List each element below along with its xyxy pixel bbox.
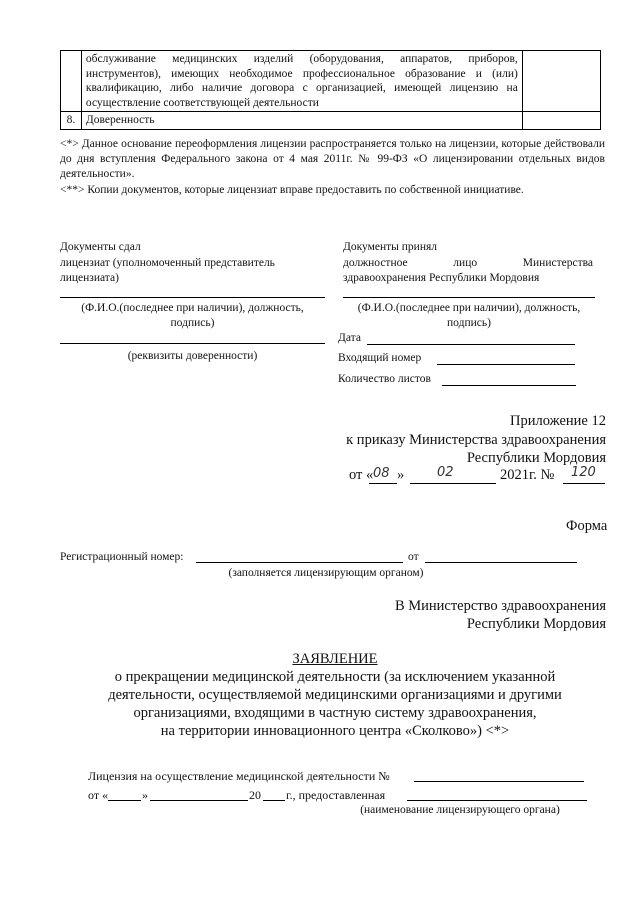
registration-caption: (заполняется лицензирующим органом) <box>228 567 424 579</box>
addressee-line-2: Республики Мордовия <box>466 616 606 632</box>
statement-line-4: на территории инновационного центра «Сколково») <*> <box>160 723 510 739</box>
table-row <box>61 51 601 112</box>
proxy-details-caption: (реквизиты доверенности) <box>127 350 258 362</box>
sheets-count-label: Количество листов <box>338 373 431 385</box>
license-quote-close: » <box>142 788 148 802</box>
license-label: Лицензия на осуществление медицинской деятельности № <box>88 769 390 783</box>
table-row <box>61 112 601 130</box>
statement-line-1: о прекращении медицинской деятельности (за исключением указанной <box>114 669 556 685</box>
table-cell-number: 8. <box>61 112 82 130</box>
statement-title: ЗАЯВЛЕНИЕ <box>292 651 378 667</box>
license-year-suffix: г., предоставленная <box>286 788 386 802</box>
handover-left-title: Документы сдал <box>60 241 141 253</box>
license-authority-line <box>407 800 587 801</box>
date-line <box>367 344 575 345</box>
registration-date-line <box>425 562 577 563</box>
license-number-line <box>414 781 584 782</box>
appendix-number: Приложение 12 <box>510 413 606 429</box>
footnote-1: <*> Данное основание переоформления лицензии распространяется только на лицензии, которые действовали до дня вступления Федерального закона от 4 мая 2011г. № 99-ФЗ «О лицензировании отдельных видов деятельности». <box>60 138 605 180</box>
incoming-number-line <box>437 364 575 365</box>
appendix-number-value: 120 <box>571 465 596 480</box>
table-cell-text: обслуживание медицинских изделий (оборудования, аппаратов, приборов, инструментов), имеющих необходимое профессиональное образование и (или) квалификацию, либо наличие договора с организацией, имеющей лицензию на осуществление соответствующей деятельности <box>81 51 522 112</box>
addressee-line-1: В Министерство здравоохранения <box>394 598 606 614</box>
registration-from-label: от <box>408 551 419 563</box>
handover-right-title: Документы принял <box>343 241 438 253</box>
right-signature-caption: (Ф.И.О.(последнее при наличии), должность, подпись) <box>357 302 581 329</box>
license-year-prefix: 20 <box>249 788 261 802</box>
left-signature-line <box>60 297 325 298</box>
appendix-order: к приказу Министерства здравоохранения <box>346 432 606 448</box>
handover-right-subtitle: должностное лицо Министерства здравоохранения Республики Мордовия <box>343 257 593 284</box>
license-year-line <box>263 800 285 801</box>
appendix-from-prefix: от « <box>349 467 374 483</box>
appendix-day: 08 <box>373 466 390 481</box>
appendix-number-line <box>563 483 605 484</box>
statement-line-2: деятельности, осуществляемой медицинскими организациями и другими <box>108 687 562 703</box>
licensing-documents-table <box>60 50 601 130</box>
footnote-2: <**> Копии документов, которые лицензиат вправе предоставить по собственной инициативе. <box>60 184 524 196</box>
license-authority-caption: (наименование лицензирующего органа) <box>360 804 560 816</box>
license-from-prefix: от « <box>88 788 109 802</box>
appendix-month: 02 <box>437 465 454 480</box>
handover-left-subtitle: лицензиат (уполномоченный представитель лицензиата) <box>60 257 275 284</box>
incoming-number-label: Входящий номер <box>338 352 422 364</box>
appendix-republic: Республики Мордовия <box>466 450 606 466</box>
table-cell-text: Доверенность <box>81 112 522 130</box>
proxy-details-line <box>60 343 325 344</box>
left-signature-caption: (Ф.И.О.(последнее при наличии), должность, подпись) <box>81 302 304 329</box>
registration-label: Регистрационный номер: <box>60 551 184 563</box>
appendix-month-line <box>410 483 496 484</box>
license-day-line <box>108 800 141 801</box>
table-cell-number <box>61 51 82 112</box>
sheets-count-line <box>442 385 576 386</box>
date-label: Дата <box>338 332 361 344</box>
statement-line-3: организациями, входящими в частную систему здравоохранения, <box>133 705 537 721</box>
registration-number-line <box>196 562 403 563</box>
appendix-year: 2021г. № <box>500 467 555 483</box>
table-cell-empty <box>522 51 600 112</box>
license-month-line <box>150 800 248 801</box>
table-cell-empty <box>522 112 600 130</box>
appendix-day-line <box>369 483 397 484</box>
form-label: Форма <box>566 518 608 534</box>
right-signature-line <box>343 297 595 298</box>
appendix-quote-close: » <box>397 467 405 483</box>
